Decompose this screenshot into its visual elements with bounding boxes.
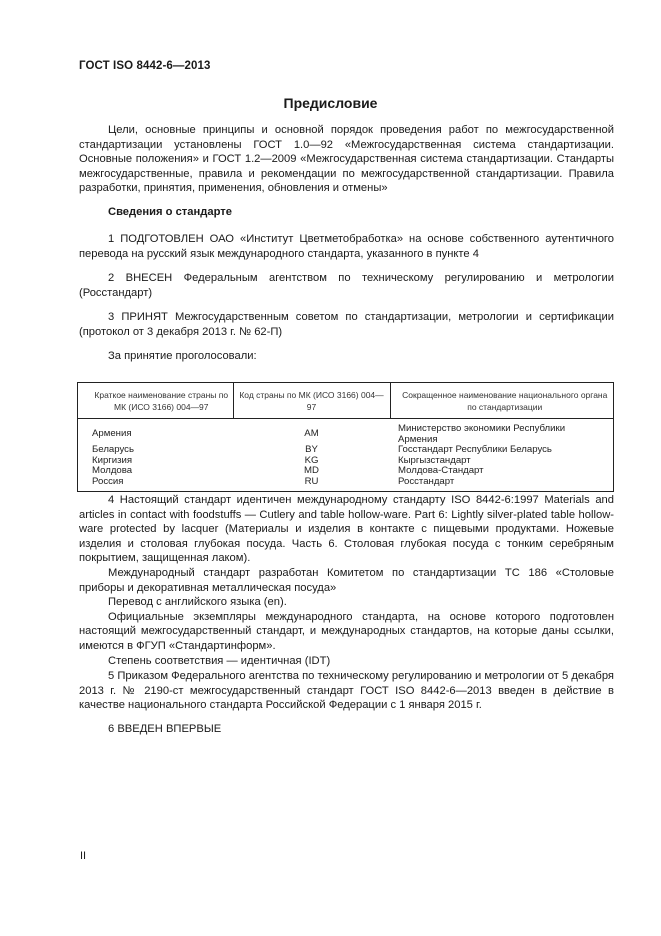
item-6-block [79, 722, 614, 737]
table-header-row [78, 383, 614, 419]
document-code-header: ГОСТ ISO 8442-6—2013 [79, 60, 211, 72]
table-cell-body: Министерство экономики Республики Армения [398, 423, 566, 445]
item-4-copies-paragraph: Официальные экземпляры международного стандарта, на основе которого подготовлен настоящий межгосударственный стандарт, и международных стандартов, на которые даны ссылки, имеются в ФГУП «Стандартинформ». [79, 610, 614, 652]
table-cell-country: Армения [92, 428, 132, 440]
table-cell-body: Росстандарт [398, 475, 455, 487]
item-1-paragraph: 1 ПОДГОТОВЛЕН ОАО «Институт Цветметобработка» на основе собственного аутентичного перевода на русский язык международного стандарта, указанного в пункте 4 [79, 233, 614, 260]
item-6-paragraph: 6 ВВЕДЕН ВПЕРВЫЕ [108, 723, 222, 735]
table-header-body: Сокращенное наименование национального органа по стандартизации [390, 383, 614, 419]
item-4-language-paragraph: Перевод с английского языка (en). [108, 596, 287, 609]
table-cell-country: Киргизия [92, 454, 133, 466]
table-row [78, 466, 614, 477]
item-5-block [79, 669, 614, 713]
item-4-developer-paragraph: Международный стандарт разработан Комитетом по стандартизации ТС 186 «Столовые приборы и декоративная металлическая посуда» [79, 566, 614, 594]
item-2-block [79, 271, 614, 300]
table-row [78, 477, 614, 491]
table-cell-code: RU [304, 475, 319, 487]
table-cell-code: BY [305, 444, 318, 456]
voting-countries-table [77, 382, 614, 492]
voted-label: За принятие проголосовали: [108, 350, 257, 362]
page-title: Предисловие [283, 95, 378, 111]
voted-block [79, 349, 614, 364]
item-4-degree-paragraph: Степень соответствия — идентичная (IDT) [108, 654, 331, 667]
table-cell-country: Россия [92, 475, 124, 487]
table-header-country: Краткое наименование страны по МК (ИСО 3166) 004—97 [78, 383, 234, 419]
table-cell-code: AM [304, 428, 319, 440]
table-cell-body: Молдова-Стандарт [398, 465, 484, 477]
item-5-paragraph: 5 Приказом Федерального агентства по техническому регулированию и метрологии от 5 декабря 2013 г. № 2190-ст межгосударственный стандарт ГОСТ ISO 8442-6—2013 введен в действие в качестве национального стандарта Российской Федерации с 1 января 2015 г. [79, 670, 614, 712]
item-3-paragraph: 3 ПРИНЯТ Межгосударственным советом по стандартизации, метрологии и сертификации (протокол от 3 декабря 2013 г. № 62-П) [79, 311, 614, 338]
item-4-block [79, 493, 614, 668]
table-row [78, 445, 614, 456]
item-4-paragraph: 4 Настоящий стандарт идентичен международному стандарту ISO 8442-6:1997 Materials and articles in contact with foodstuffs — Cutlery and table hollow-ware. Part 6: Lightly silver-plated table hollow-ware protected by lacquer (Материалы и изделия в контакте с пищевыми продуктами. Ножевые изделия и столовая глубокая посуда. Часть 6. Столовая глубокая посуда с тонким серебряным покрытием, защищенная лаком). [79, 494, 614, 565]
table-row [78, 419, 614, 446]
table-header-code: Код страны по МК (ИСО 3166) 004—97 [233, 383, 390, 419]
item-3-block [79, 310, 614, 339]
table-cell-code: MD [304, 465, 319, 477]
item-1-block [79, 232, 614, 261]
table-cell-body: Госстандарт Республики Беларусь [398, 444, 552, 456]
section-heading: Сведения о стандарте [108, 206, 232, 218]
table-cell-code: KG [304, 454, 319, 466]
table-cell-country: Молдова [92, 465, 133, 477]
page-number: II [80, 850, 87, 862]
intro-paragraph: Цели, основные принципы и основной порядок проведения работ по межгосударственной стандартизации установлены ГОСТ 1.0—92 «Межгосударственная система стандартизации. Основные положения» и ГОСТ 1.2—2009 «Межгосударственная система стандартизации. Стандарты межгосударственные, правила и рекомендации по межгосударственной стандартизации. Правила разработки, принятия, применения, обновления и отмены» [79, 124, 614, 195]
intro-paragraph-block [79, 123, 614, 196]
section-heading-block [79, 205, 614, 220]
table-cell-country: Беларусь [92, 444, 134, 456]
table-cell-body: Кыргызстандарт [398, 454, 471, 466]
table-row [78, 456, 614, 467]
item-2-paragraph: 2 ВНЕСЕН Федеральным агентством по техническому регулированию и метрологии (Росстандарт) [79, 272, 614, 299]
